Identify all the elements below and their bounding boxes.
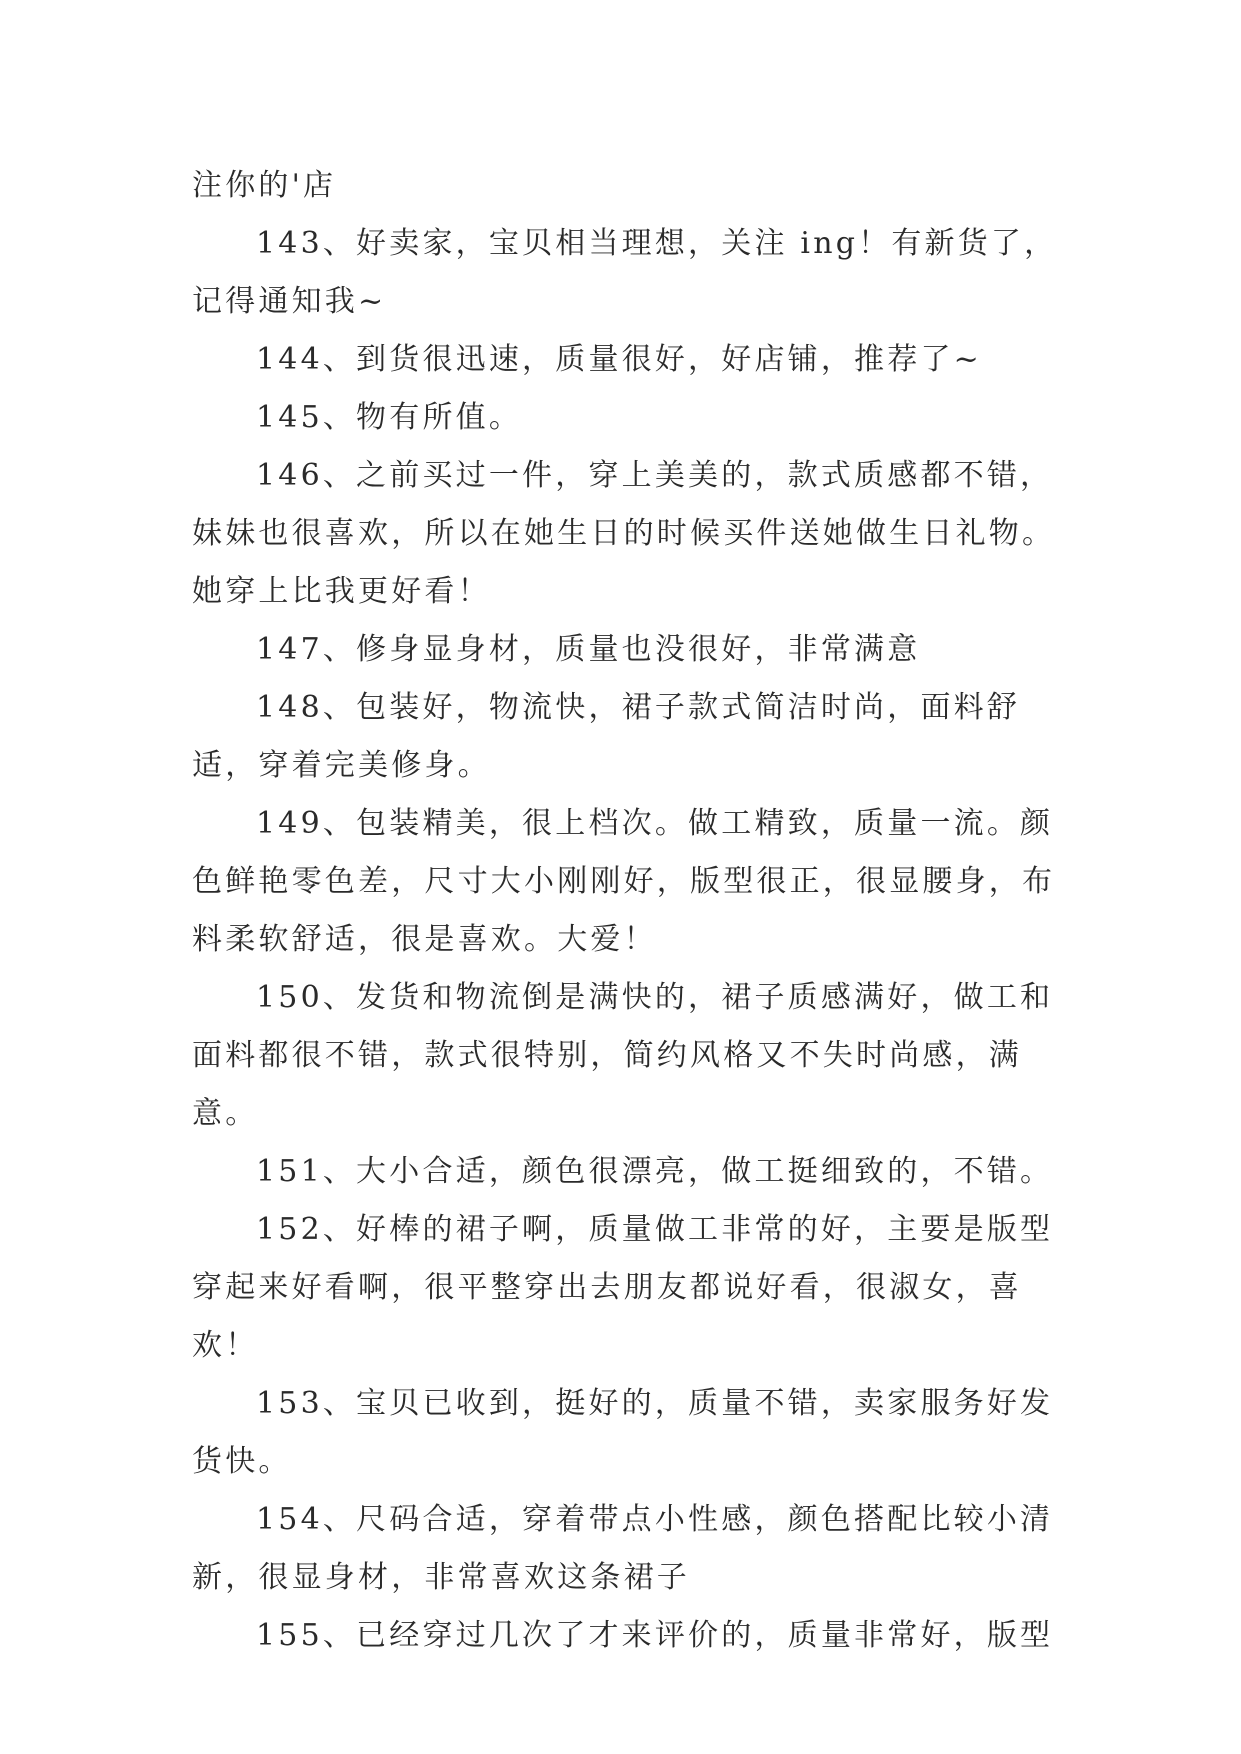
review-item-145: 145、物有所值。 bbox=[256, 400, 523, 435]
review-item-153: 153、宝贝已收到，挺好的，质量不错，卖家服务好发货快。 bbox=[192, 1386, 1054, 1479]
review-item-152: 152、好棒的裙子啊，质量做工非常的好，主要是版型穿起来好看啊，很平整穿出去朋友都说好看，很淑女，喜欢！ bbox=[192, 1212, 1054, 1363]
review-item-155: 155、已经穿过几次了才来评价的，质量非常好，版型 bbox=[256, 1618, 1054, 1653]
review-item-148: 148、包装好，物流快，裙子款式简洁时尚，面料舒适，穿着完美修身。 bbox=[192, 690, 1021, 783]
review-item-151: 151、大小合适，颜色很漂亮，做工挺细致的，不错。 bbox=[256, 1154, 1054, 1189]
review-item-144: 144、到货很迅速，质量很好，好店铺，推荐了~ bbox=[256, 342, 982, 377]
review-item-149: 149、包装精美，很上档次。做工精致，质量一流。颜色鲜艳零色差，尺寸大小刚刚好，版型很正，很显腰身，布料柔软舒适，很是喜欢。大爱！ bbox=[192, 806, 1056, 957]
review-item-150: 150、发货和物流倒是满快的，裙子质感满好，做工和面料都很不错，款式很特别，简约风格又不失时尚感，满意。 bbox=[192, 980, 1054, 1131]
review-item-146: 146、之前买过一件，穿上美美的，款式质感都不错，妹妹也很喜欢，所以在她生日的时候买件送她做生日礼物。她穿上比我更好看！ bbox=[192, 458, 1056, 609]
review-item-143: 143、好卖家，宝贝相当理想，关注 ing！有新货了，记得通知我~ bbox=[192, 226, 1058, 319]
review-item-147: 147、修身显身材，质量也没很好，非常满意 bbox=[256, 632, 921, 667]
document-body bbox=[192, 157, 1062, 1665]
review-item-154: 154、尺码合适，穿着带点小性感，颜色搭配比较小清新，很显身材，非常喜欢这条裙子 bbox=[192, 1502, 1054, 1595]
paragraph-continuation: 注你的'店 bbox=[192, 168, 337, 203]
